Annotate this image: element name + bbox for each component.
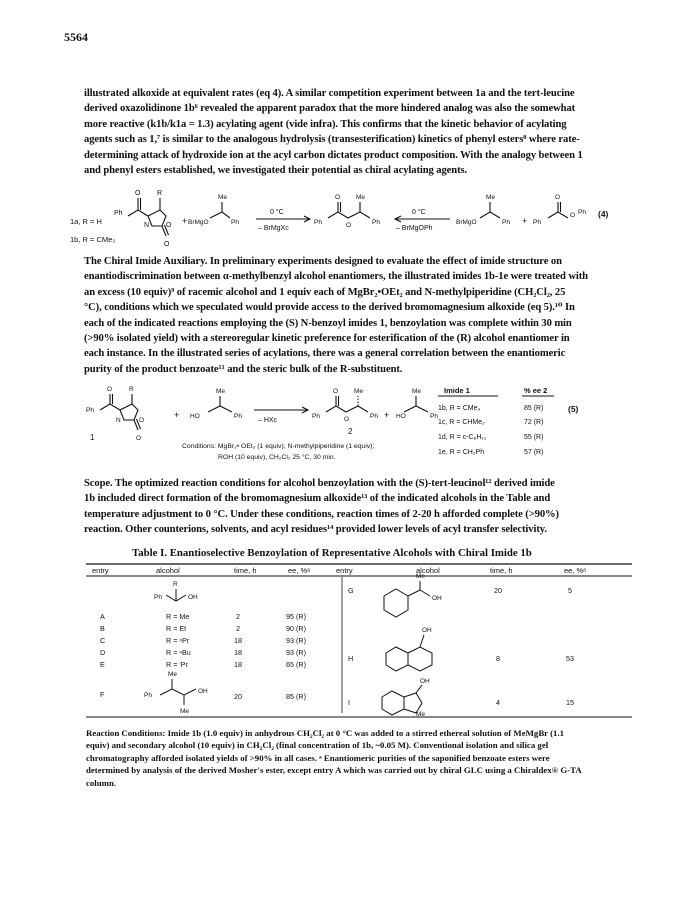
alcohol-label: R = ⁱPr <box>166 660 188 669</box>
equation-5-scheme <box>86 382 634 474</box>
atom-ph: Ph <box>312 413 320 420</box>
entry-label: B <box>100 624 105 633</box>
plus-sign: + <box>384 410 390 420</box>
atom-o: O <box>136 435 142 442</box>
alcohol-label: R = ⁿPr <box>166 636 190 645</box>
plus-sign: + <box>174 410 180 420</box>
arrow-1-top: 0 °C <box>270 209 284 216</box>
atom-n: N <box>144 222 150 229</box>
header-ee: % ee 2 <box>524 386 548 395</box>
atom-me: Me <box>168 671 178 678</box>
atom-n: N <box>116 417 121 424</box>
minus-hxc: – HXc <box>258 417 278 424</box>
atom-ph: Ph <box>144 692 152 699</box>
text-line <box>84 476 632 491</box>
compound-2-label: 2 <box>348 427 353 436</box>
equation-number: (4) <box>598 209 609 219</box>
atom-oh: OH <box>422 627 432 634</box>
label-1a: 1a, R = H <box>70 217 102 226</box>
ee-value: 65 (R) <box>286 660 306 669</box>
time-value: 18 <box>234 660 242 669</box>
header-time: time, h <box>490 566 513 575</box>
text-line: each instance. In the illustrated series of acylations, there was a general correlation between the enantiomeric <box>84 348 566 360</box>
text-line: purity of the product benzoate¹¹ and the steric bulk of the R-substituent. <box>84 363 403 375</box>
header-entry: entry <box>336 566 353 575</box>
atom-ph: Ph <box>533 219 541 226</box>
header-alcohol: alcohol <box>416 566 440 575</box>
intro-paragraph <box>84 86 632 178</box>
atom-ph: Ph <box>430 413 438 420</box>
time-value: 8 <box>496 654 500 663</box>
atom-ph: Ph <box>502 219 510 226</box>
text-line: each of the indicated reactions employing the (S) N-benzoyl imides 1, benzoylation was complete within 30 min <box>84 317 572 329</box>
table-1 <box>86 563 632 723</box>
atom-me: Me <box>180 708 190 715</box>
atom-ph: Ph <box>114 210 123 217</box>
ee-value: 93 (R) <box>286 636 306 645</box>
header-imide: Imide 1 <box>444 386 470 395</box>
plus-sign: + <box>182 216 188 226</box>
alcohol-label: R = Et <box>166 624 187 633</box>
atom-ph: Ph <box>372 219 380 226</box>
atom-o: O <box>166 222 172 229</box>
reagent-brmgo: BrMgO <box>188 219 209 226</box>
entry-label: E <box>100 660 105 669</box>
ee-value: 85 (R) <box>286 692 306 701</box>
page-number: 5564 <box>64 30 88 44</box>
atom-ho: HO <box>190 413 200 420</box>
plus-sign: + <box>522 216 528 226</box>
atom-oh: OH <box>188 594 198 601</box>
text-line: determined by analysis of the derived Mosher's ester, except entry A which was carried out by chiral GLC using a Chiraldex® G-TA <box>86 765 582 776</box>
atom-me: Me <box>216 388 226 395</box>
section-heading: The Chiral Imide Auxiliary. <box>84 256 208 267</box>
label-1b: 1b, R = CMe₃ <box>70 235 116 244</box>
atom-o: O <box>346 222 352 229</box>
time-value: 2 <box>236 612 240 621</box>
atom-oh: OH <box>432 595 442 602</box>
ee-value: 95 (R) <box>286 612 306 621</box>
ee-value: 85 (R) <box>524 405 544 412</box>
ee-value: 53 <box>566 654 574 663</box>
header-ee: ee, %ᵃ <box>564 566 586 575</box>
text-line: illustrated alkoxide at equivalent rates (eq 4). A similar competition experiment between 1a and the tert-leucine <box>84 88 575 99</box>
alcohol-label: R = Me <box>166 612 190 621</box>
atom-o: O <box>333 388 339 395</box>
text-line: temperature adjustment to 0 °C. Under these conditions, reaction times of 2-20 h afforded complete (>90%) <box>84 508 559 520</box>
ee-value: 5 <box>568 586 572 595</box>
text-line: an excess (10 equiv)⁹ of racemic alcohol and 1 equiv each of MgBr₂•OEt₂ and N-methylpiperidine (CH₂Cl₂, 25 <box>84 286 566 298</box>
imide-row: 1d, R = c-C₆H₁₁ <box>438 434 487 441</box>
entry-label: G <box>348 586 354 595</box>
atom-ph: Ph <box>231 219 239 226</box>
text-line: equiv) and secondary alcohol (10 equiv) in CH₂Cl₂ (final concentration of 1b, ~0.05 M). Conventional isolation and silica gel <box>86 740 549 751</box>
atom-me: Me <box>416 711 426 718</box>
conditions-line-1: Conditions: MgBr₂• OEt₂ (1 equiv); N-methylpiperidine (1 equiv); <box>182 443 375 450</box>
time-value: 18 <box>234 636 242 645</box>
entry-label: D <box>100 648 106 657</box>
text-line-content: In preliminary experiments designed to evaluate the effect of imide structure on <box>209 256 562 267</box>
arrow-1-bottom: – BrMgXc <box>258 225 289 232</box>
reagent-brmgo: BrMgO <box>456 219 477 226</box>
entry-label: I <box>348 698 350 707</box>
atom-o: O <box>344 416 350 423</box>
time-value: 2 <box>236 624 240 633</box>
imide-row: 1e, R = CH₂Ph <box>438 449 485 456</box>
text-line: 1b included direct formation of the bromomagnesium alkoxide¹³ of the indicated alcohols in the Table and <box>84 493 551 505</box>
imide-row: 1c, R = CHMe₂ <box>438 419 485 426</box>
time-value: 20 <box>234 692 242 701</box>
ee-value: 57 (R) <box>524 449 544 456</box>
atom-me: Me <box>486 194 496 201</box>
equation-number: (5) <box>568 404 579 414</box>
conditions-line-2: ROH (10 equiv), CH₂Cl₂ 25 °C, 30 min. <box>218 454 336 461</box>
atom-o: O <box>139 417 145 424</box>
text-line: agents such as 1,⁷ is similar to the analogous hydrolysis (transesterification) kinetics of phenyl esters⁸ where rate- <box>84 134 580 146</box>
time-value: 20 <box>494 586 502 595</box>
atom-me: Me <box>354 388 364 395</box>
atom-r: R <box>173 581 178 588</box>
text-line: reaction. Other counterions, solvents, and acyl residues¹⁴ provided lower levels of acyl transfer selectivity. <box>84 524 547 536</box>
header-entry: entry <box>92 566 109 575</box>
time-value: 4 <box>496 698 500 707</box>
text-line: column. <box>86 777 117 788</box>
atom-ph: Ph <box>578 209 586 216</box>
atom-ph: Ph <box>234 413 242 420</box>
text-line: (>90% isolated yield) with a stereoregular kinetic preference for esterification of the (R) alcohol enantiomer in <box>84 333 570 345</box>
atom-me: Me <box>218 194 228 201</box>
atom-me: Me <box>416 573 426 580</box>
atom-ph: Ph <box>370 413 378 420</box>
ee-value: 90 (R) <box>286 624 306 633</box>
atom-o: O <box>107 386 113 393</box>
text-line-content: The optimized reaction conditions for alcohol benzoylation with the (S)-tert-leucinol¹² derived imide <box>114 478 555 489</box>
table-caption: Table I. Enantioselective Benzoylation of Representative Alcohols with Chiral Imide 1b <box>132 547 532 559</box>
ee-value: 72 (R) <box>524 419 544 426</box>
entry-label: A <box>100 612 105 621</box>
header-time: time, h <box>234 566 257 575</box>
entry-label: C <box>100 636 106 645</box>
atom-o: O <box>335 194 341 201</box>
text-line: Reaction Conditions: Imide 1b (1.0 equiv) in anhydrous CH₂Cl₂ at 0 °C was added to a stirred ethereal solution of MeMgBr (1.1 <box>86 728 565 738</box>
ee-value: 55 (R) <box>524 434 544 441</box>
atom-o: O <box>164 241 170 248</box>
header-ee: ee, %ᵃ <box>288 566 310 575</box>
atom-o: O <box>135 190 141 197</box>
scope-paragraph <box>84 476 632 538</box>
ee-value: 93 (R) <box>286 648 306 657</box>
alcohol-label: R = ⁿBu <box>166 648 191 657</box>
text-line <box>84 254 632 269</box>
compound-1-label: 1 <box>90 433 95 442</box>
imide-row: 1b, R = CMe₃ <box>438 405 481 412</box>
atom-o: O <box>555 194 561 201</box>
text-line: °C), conditions which we speculated would provide access to the derived bromomagnesium alkoxide (eq 5).¹⁰ In <box>84 302 575 314</box>
text-line: determining attack of hydroxide ion at the acyl carbon dictates product composition. With the analogy between 1 <box>84 149 583 161</box>
atom-ho: HO <box>396 413 406 420</box>
text-line: more reactive (k1b/k1a = 1.3) acylating agent (vide infra). This confirms that the kinetic behavior of acylating <box>84 118 567 130</box>
arrow-2-bottom: – BrMgOPh <box>396 225 433 232</box>
section-heading: Scope. <box>84 478 113 489</box>
header-alcohol: alcohol <box>156 566 180 575</box>
entry-label: H <box>348 654 354 663</box>
text-line: derived oxazolidinone 1b⁶ revealed the apparent paradox that the more hindered analog was also the somewhat <box>84 103 576 115</box>
arrow-2-top: 0 °C <box>412 209 426 216</box>
entry-label: F <box>100 690 105 699</box>
atom-r: R <box>157 190 163 197</box>
atom-me: Me <box>356 194 366 201</box>
atom-ph: Ph <box>314 219 322 226</box>
ee-value: 15 <box>566 698 574 707</box>
table-footnote <box>86 727 634 789</box>
text-line: chromatography afforded isolated yields of >90% in all cases. ᵃ Enantiomeric purities of the saponified benzoate esters were <box>86 752 550 763</box>
equation-4-scheme <box>70 184 640 250</box>
auxiliary-paragraph <box>84 254 632 377</box>
text-line: and phenyl esters established, we investigated their potential as chiral acylating agents. <box>84 165 468 177</box>
atom-ph: Ph <box>154 594 162 601</box>
atom-ph: Ph <box>86 407 94 414</box>
time-value: 18 <box>234 648 242 657</box>
atom-r: R <box>129 386 134 393</box>
text-line: enantiodiscrimination between α-methylbenzyl alcohol enantiomers, the illustrated imides 1b-1e were treated with <box>84 271 588 283</box>
atom-oh: OH <box>198 688 208 695</box>
atom-o: O <box>570 212 576 219</box>
atom-oh: OH <box>420 678 430 685</box>
atom-me: Me <box>412 388 422 395</box>
